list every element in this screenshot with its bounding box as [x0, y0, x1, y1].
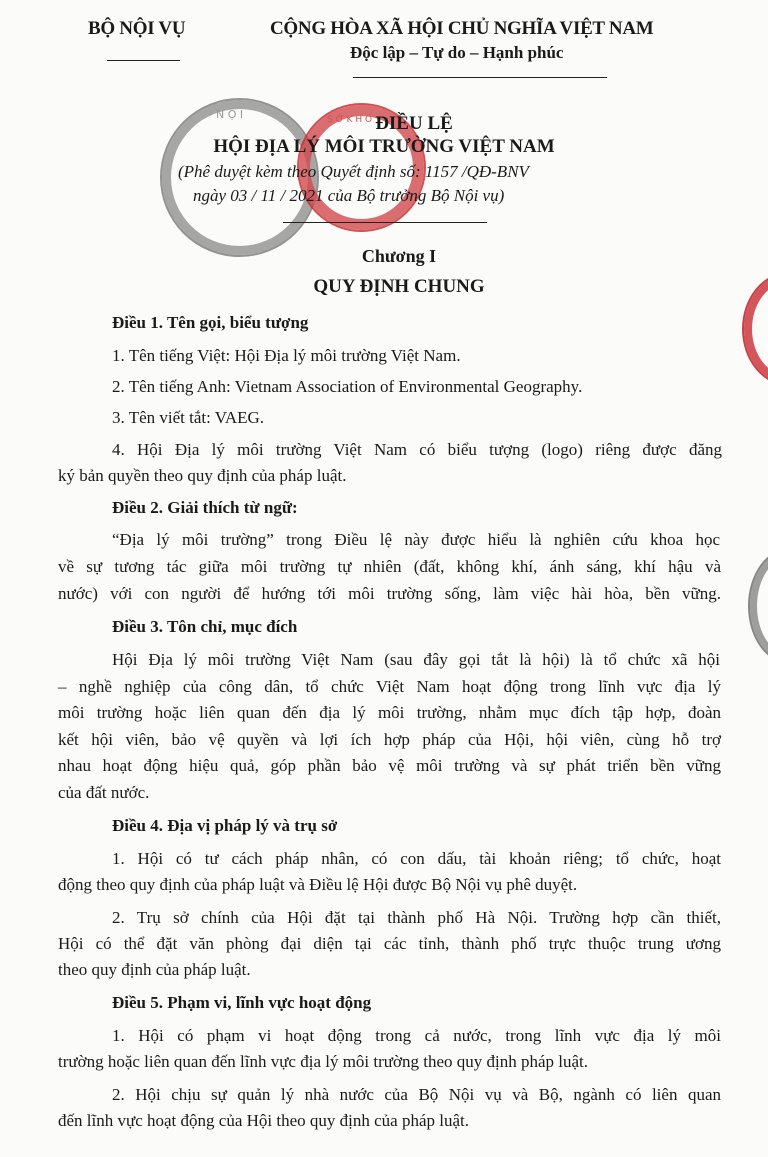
article-line: của đất nước.: [58, 783, 150, 802]
article-heading: Điều 5. Phạm vi, lĩnh vực hoạt động: [112, 993, 372, 1012]
article-line: 2. Tên tiếng Anh: Vietnam Association of Environmental Geography.: [112, 377, 583, 396]
article-line: trường hoặc liên quan đến lĩnh vực địa lý môi trường theo quy định pháp luật.: [58, 1052, 589, 1071]
title-underline: [283, 222, 487, 223]
gray-page-edge-stamp: [748, 548, 768, 664]
article-line: ký bản quyền theo quy định của pháp luật.: [58, 466, 347, 485]
article-line: – nghề nghiệp của công dân, tổ chức Việt Nam hoạt động trong lĩnh vực địa lý: [58, 677, 721, 696]
article-heading: Điều 3. Tôn chỉ, mục đích: [112, 617, 298, 636]
document-type: ĐIỀU LỆ: [375, 113, 453, 134]
article-line: Hội Địa lý môi trường Việt Nam (sau đây gọi tắt là hội) là tổ chức xã hội: [112, 650, 720, 669]
organization-name: HỘI ĐỊA LÝ MÔI TRƯỜNG VIỆT NAM: [213, 136, 555, 157]
article-heading: Điều 1. Tên gọi, biểu tượng: [112, 313, 309, 332]
approval-line-2: ngày 03 / 11 / 2021 của Bộ trưởng Bộ Nội vụ): [193, 186, 505, 205]
chapter-title: QUY ĐỊNH CHUNG: [313, 276, 485, 297]
article-line: 1. Hội có phạm vi hoạt động trong cả nước, trong lĩnh vực địa lý môi: [112, 1026, 721, 1045]
article-line: kết hội viên, bảo vệ quyền và lợi ích hợp pháp của Hội, hội viên, cùng hỗ trợ: [58, 730, 721, 749]
seal-text: N Ộ I: [216, 108, 244, 121]
article-line: đến lĩnh vực hoạt động của Hội theo quy định của pháp luật.: [58, 1111, 469, 1130]
article-line: nước) với con người để hướng tới môi trường sống, làm việc hài hòa, bền vững.: [58, 584, 721, 603]
article-heading: Điều 4. Địa vị pháp lý và trụ sở: [112, 816, 338, 835]
ministry-name: BỘ NỘI VỤ: [88, 18, 186, 39]
chapter-number: Chương I: [361, 246, 437, 266]
article-line: về sự tương tác giữa môi trường tự nhiên (đất, không khí, ánh sáng, khí hậu và: [58, 557, 721, 576]
ministry-underline: [107, 60, 180, 61]
red-seal-text: S Ở K H O: [327, 115, 373, 125]
article-line: nhau hoạt động hiệu quả, góp phần bảo vệ môi trường và sự phát triển bền vững: [58, 756, 721, 775]
article-line: “Địa lý môi trường” trong Điều lệ này được hiểu là nghiên cứu khoa học: [112, 530, 720, 549]
article-line: động theo quy định của pháp luật và Điều lệ Hội được Bộ Nội vụ phê duyệt.: [58, 875, 578, 894]
article-line: 2. Hội chịu sự quản lý nhà nước của Bộ Nội vụ và Bộ, ngành có liên quan: [112, 1085, 721, 1104]
article-line: 1. Hội có tư cách pháp nhân, có con dấu, tài khoản riêng; tổ chức, hoạt: [112, 849, 721, 868]
article-line: 4. Hội Địa lý môi trường Việt Nam có biểu tượng (logo) riêng được đăng: [112, 440, 722, 459]
motto-underline: [353, 77, 607, 78]
article-line: theo quy định của pháp luật.: [58, 960, 251, 979]
country-name: CỘNG HÒA XÃ HỘI CHỦ NGHĨA VIỆT NAM: [270, 18, 654, 39]
article-line: 1. Tên tiếng Việt: Hội Địa lý môi trường Việt Nam.: [112, 346, 461, 365]
article-line: 2. Trụ sở chính của Hội đặt tại thành phố Hà Nội. Trường hợp cần thiết,: [112, 908, 721, 927]
article-line: Hội có thể đặt văn phòng đại diện tại các tỉnh, thành phố trực thuộc trung ương: [58, 934, 721, 953]
article-line: môi trường hoặc liên quan đến địa lý môi trường, nhằm mục đích tập hợp, đoàn: [58, 703, 721, 722]
national-motto: Độc lập – Tự do – Hạnh phúc: [350, 43, 564, 62]
article-heading: Điều 2. Giải thích từ ngữ:: [112, 498, 298, 517]
article-line: 3. Tên viết tắt: VAEG.: [112, 408, 265, 427]
approval-line-1: (Phê duyệt kèm theo Quyết định số: 1157 /QĐ-BNV: [178, 162, 529, 181]
